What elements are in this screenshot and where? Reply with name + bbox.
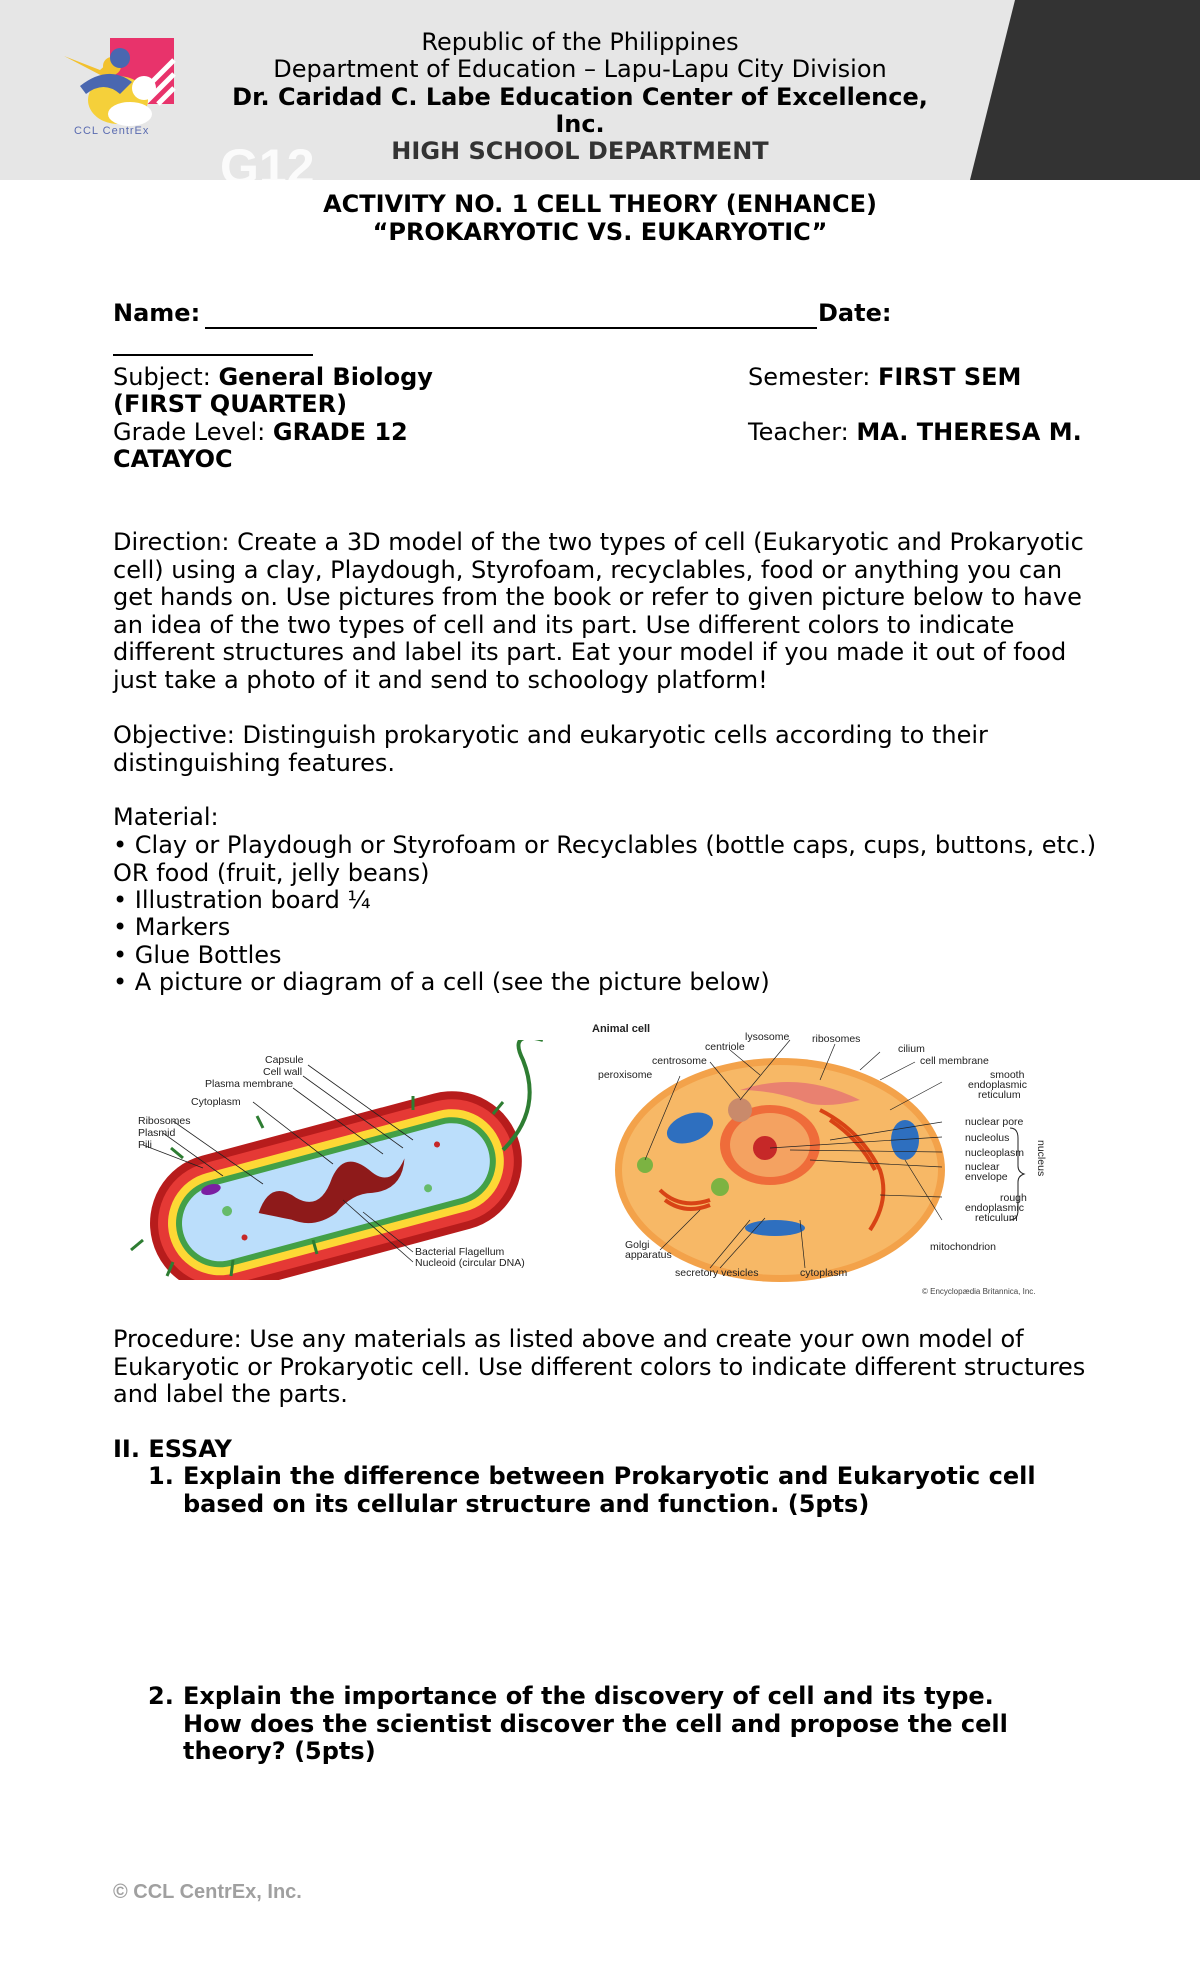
- direction-paragraph: Direction: Create a 3D model of the two types of cell (Eukaryotic and Prokaryotic cell) using a clay, Playdough, Styrofoam, recyclables, food or anything you can get hands on. Use pictures from the book or refer to given picture below to have an idea of the two types of cell and its part. Use different colors to indicate different structures and label its part. Eat your model if you made it out of food just take a photo of it and send to schoology platform!: [113, 528, 1084, 694]
- label-peroxisome: peroxisome: [598, 1069, 653, 1081]
- label-lysosome: lysosome: [745, 1031, 790, 1043]
- material-item: • Glue Bottles: [113, 941, 282, 969]
- label-rough-er-2: endoplasmic: [965, 1202, 1024, 1214]
- label-golgi-1: Golgi: [625, 1239, 650, 1251]
- semester-label: Semester:: [748, 363, 871, 391]
- semester-value: FIRST SEM: [878, 363, 1022, 391]
- subject-label: Subject:: [113, 363, 211, 391]
- header-school-name: Dr. Caridad C. Labe Education Center of Excellence,: [232, 83, 928, 111]
- label-rough-er-1: rough: [1000, 1192, 1027, 1204]
- label-centrosome: centrosome: [652, 1055, 707, 1067]
- material-item: • Clay or Playdough or Styrofoam or Recyclables (bottle caps, cups, buttons, etc.) OR food (fruit, jelly beans): [113, 831, 1097, 887]
- date-field[interactable]: [113, 332, 313, 356]
- subject-value: General Biology: [218, 363, 433, 391]
- label-nucleus: nucleus: [1035, 1140, 1047, 1177]
- footer-copyright: © CCL CentrEx, Inc.: [113, 1881, 302, 1903]
- subject-field: [113, 364, 433, 392]
- animal-cell-diagram: [590, 1020, 1090, 1300]
- teacher-value: MA. THERESA M.: [856, 418, 1082, 446]
- grade-level-value: GRADE 12: [272, 418, 408, 446]
- material-item: • A picture or diagram of a cell (see the picture below): [113, 968, 770, 996]
- header-republic: Republic of the Philippines: [421, 28, 739, 56]
- label-nuclear-pore: nuclear pore: [965, 1116, 1024, 1128]
- label-cell-membrane: cell membrane: [920, 1055, 989, 1067]
- label-pili: Pili: [138, 1139, 153, 1151]
- label-flagellum: Bacterial Flagellum: [415, 1246, 505, 1258]
- label-centriole: centriole: [705, 1041, 745, 1053]
- britannica-credit: © Encyclopædia Britannica, Inc.: [922, 1287, 1036, 1296]
- essay-number: 1.: [148, 1462, 174, 1490]
- label-golgi-2: apparatus: [625, 1249, 672, 1261]
- grade-level-field: [113, 419, 408, 447]
- procedure-paragraph: Procedure: Use any materials as listed above and create your own model of Eukaryotic or Prokaryotic cell. Use different colors to indicate different structures and label the parts.: [113, 1325, 1086, 1408]
- label-secretory-vesicles: secretory vesicles: [675, 1267, 759, 1279]
- teacher-field: [748, 419, 1082, 447]
- label-capsule: Capsule: [265, 1054, 304, 1066]
- label-smooth-er-2: endoplasmic: [968, 1079, 1027, 1091]
- material-item: • Illustration board ¼: [113, 886, 371, 914]
- label-nucleoid: Nucleoid (circular DNA): [415, 1257, 525, 1269]
- semester-field: [748, 364, 1021, 392]
- essay-question-1: [148, 1463, 1058, 1518]
- label-nuclear-envelope-2: envelope: [965, 1171, 1008, 1183]
- activity-subtitle: “PROKARYOTIC VS. EUKARYOTIC”: [372, 218, 828, 246]
- prokaryotic-cell-diagram: [113, 1040, 573, 1280]
- essay-number: 2.: [148, 1682, 174, 1710]
- activity-title: ACTIVITY NO. 1 CELL THEORY (ENHANCE): [323, 190, 877, 218]
- school-logo: [60, 36, 180, 140]
- essay-text: Explain the importance of the discovery of cell and its type. How does the scientist discover the cell and propose the cell theory? (5pts): [183, 1682, 1008, 1765]
- teacher-surname: CATAYOC: [113, 445, 233, 473]
- header-deped: Department of Education – Lapu-Lapu City Division: [273, 55, 887, 83]
- subject-quarter: (FIRST QUARTER): [113, 390, 348, 418]
- label-mitochondrion: mitochondrion: [930, 1241, 996, 1253]
- header-school-inc: Inc.: [555, 110, 605, 138]
- label-nuclear-envelope-1: nuclear: [965, 1161, 1000, 1173]
- material-heading: Material:: [113, 803, 219, 831]
- label-cytoplasm: cytoplasm: [800, 1267, 848, 1279]
- date-label: Date:: [818, 299, 892, 327]
- essay-question-2: [148, 1683, 1058, 1766]
- name-field[interactable]: [205, 305, 817, 329]
- grade-watermark: G12: [220, 139, 315, 195]
- label-cytoplasm: Cytoplasm: [191, 1096, 241, 1108]
- name-label: Name:: [113, 299, 201, 327]
- label-cell-wall: Cell wall: [263, 1066, 303, 1078]
- essay-text: Explain the difference between Prokaryotic and Eukaryotic cell based on its cellular structure and function. (5pts): [183, 1462, 1036, 1518]
- essay-heading: II. ESSAY: [113, 1435, 232, 1463]
- label-ribosomes: Ribosomes: [138, 1115, 191, 1127]
- label-rough-er-3: reticulum: [975, 1212, 1018, 1224]
- label-smooth-er-3: reticulum: [978, 1089, 1021, 1101]
- label-plasmid: Plasmid: [138, 1127, 176, 1139]
- objective-paragraph: Objective: Distinguish prokaryotic and eukaryotic cells according to their distinguishing features.: [113, 721, 988, 777]
- header-dark-shape: [970, 0, 1200, 180]
- logo-text: CCL CentrEx: [74, 125, 150, 137]
- animal-cell-title: Animal cell: [592, 1023, 651, 1035]
- header-department: HIGH SCHOOL DEPARTMENT: [391, 137, 769, 165]
- grade-level-label: Grade Level:: [113, 418, 266, 446]
- material-item: • Markers: [113, 913, 231, 941]
- label-nucleolus: nucleolus: [965, 1132, 1010, 1144]
- label-nucleoplasm: nucleoplasm: [965, 1147, 1024, 1159]
- label-smooth-er-1: smooth: [990, 1069, 1025, 1081]
- label-ribosomes: ribosomes: [812, 1033, 861, 1045]
- label-cilium: cilium: [898, 1043, 925, 1055]
- teacher-label: Teacher:: [748, 418, 849, 446]
- label-plasma-membrane: Plasma membrane: [205, 1078, 294, 1090]
